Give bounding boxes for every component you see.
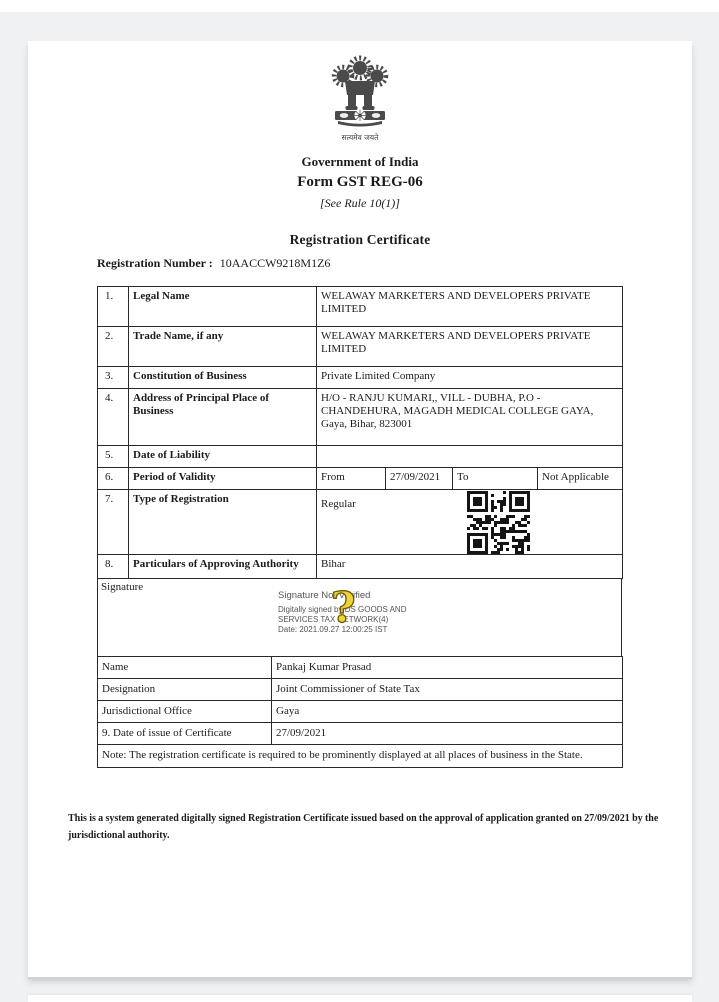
row-number: 6. [98,468,129,490]
table-row [98,389,623,446]
officer-row-value: Joint Commissioner of State Tax [272,679,623,701]
row-number: 1. [98,287,129,327]
table-row [98,468,623,490]
table-row [98,723,623,745]
table-row [98,745,623,768]
table-row [98,555,623,579]
officer-row-value: Gaya [272,701,623,723]
signer-name-text: SERVICES TAX NETWORK(4) [278,615,389,624]
table-row [98,367,623,389]
row-value: H/O - RANJU KUMARI,, VILL - DUBHA, P.O - CHANDEHURA, MAGADH MEDICAL COLLEGE GAYA, Gaya, Bihar, 823001 [317,389,623,446]
officer-row-label: Designation [98,679,272,701]
signature-label: Signature [101,581,144,593]
row-label: Period of Validity [129,468,317,490]
row-value: Private Limited Company [317,367,623,389]
approving-officer-table [97,656,623,768]
row-label: Address of Principal Place of Business [129,389,317,446]
registration-number-line [97,256,330,271]
row-value [317,490,623,555]
registration-type-value: Regular [321,498,356,510]
officer-row-value: Pankaj Kumar Prasad [272,657,623,679]
digital-signature-stamp [278,583,453,635]
row-label: Legal Name [129,287,317,327]
row-value: WELAWAY MARKETERS AND DEVELOPERS PRIVATE LIMITED [317,327,623,367]
signature-not-verified-text: Signature Not Verified [278,590,371,601]
question-mark-icon: ? [331,583,356,632]
table-row [98,701,623,723]
emblem-wrap [28,53,692,143]
signature-date-text: Date: 2021.09.27 12:00:25 IST [278,625,388,634]
footer-statement: This is a system generated digitally signed Registration Certificate issued based on the approval of application granted on 27/09/2021 by the jurisdictional authority. [68,813,659,841]
document-header [28,41,692,248]
government-title: Government of India [301,154,419,169]
note-text: Note: The registration certificate is required to be prominently displayed at all places of business in the State. [98,745,623,768]
officer-row-label: 9. Date of issue of Certificate [98,723,272,745]
table-row [98,679,623,701]
form-title: Form GST REG-06 [297,174,423,190]
row-label: Constitution of Business [129,367,317,389]
officer-row-label: Name [98,657,272,679]
officer-row-value: 27/09/2021 [272,723,623,745]
row-value: WELAWAY MARKETERS AND DEVELOPERS PRIVATE LIMITED [317,287,623,327]
next-page-edge [28,995,692,1002]
officer-row-label: Jurisdictional Office [98,701,272,723]
row-number: 7. [98,490,129,555]
row-number: 3. [98,367,129,389]
registration-number-value: 10AACCW9218M1Z6 [219,256,331,270]
emblem-caption: सत्यमेव जयते [341,133,379,142]
registration-details-table [97,286,623,579]
qr-code-icon [467,491,530,554]
row-label: Type of Registration [129,490,317,555]
validity-to-label: To [453,468,538,490]
validity-from-value: 27/09/2021 [386,468,453,490]
ashoka-emblem-icon [329,53,391,127]
validity-from-label: From [317,468,386,490]
row-number: 4. [98,389,129,446]
registration-number-label: Registration Number : [97,256,213,270]
table-row [98,327,623,367]
validity-to-value: Not Applicable [538,468,623,490]
table-row [98,490,623,555]
digitally-signed-by-text: Digitally signed by DS GOODS AND [278,605,407,614]
row-value [317,446,623,468]
row-value: Bihar [317,555,623,579]
table-row [98,446,623,468]
row-label: Date of Liability [129,446,317,468]
table-row [98,657,623,679]
row-label: Particulars of Approving Authority [129,555,317,579]
row-number: 5. [98,446,129,468]
rule-reference: [See Rule 10(1)] [320,196,400,210]
row-number: 8. [98,555,129,579]
row-label: Trade Name, if any [129,327,317,367]
row-number: 2. [98,327,129,367]
certificate-page [28,41,692,977]
table-row [98,287,623,327]
tables-block [97,286,622,768]
certificate-title: Registration Certificate [289,232,431,247]
signature-section [97,579,622,657]
